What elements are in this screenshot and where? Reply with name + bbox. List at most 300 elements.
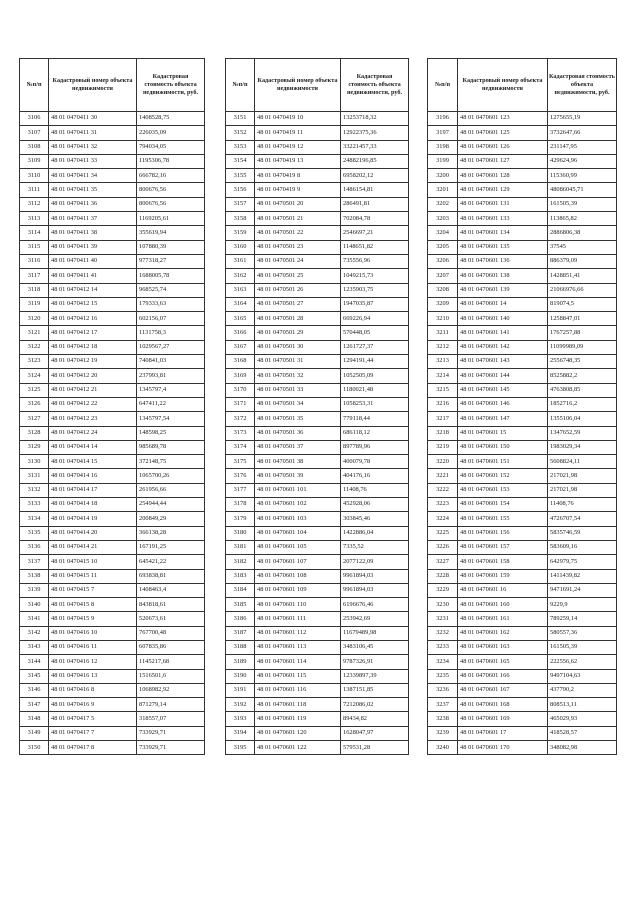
cadastral-number-cell: 48 01 0470601 159 (458, 569, 548, 583)
table-header-row (428, 59, 617, 112)
cadastral-value-cell: 13253718,32 (341, 112, 409, 126)
table-row (428, 469, 617, 483)
header-num: №п/п (226, 59, 255, 112)
cadastral-value-cell: 968525,74 (137, 283, 205, 297)
table-row (20, 254, 205, 268)
cadastral-value-cell: 789259,14 (548, 612, 617, 626)
cadastral-number-cell: 48 01 0470501 33 (255, 383, 341, 397)
row-number-cell: 3115 (20, 240, 49, 254)
row-number-cell: 3107 (20, 126, 49, 140)
row-number-cell: 3180 (226, 526, 255, 540)
row-number-cell: 3111 (20, 183, 49, 197)
cadastral-number-cell: 48 01 0470501 26 (255, 283, 341, 297)
table-row (226, 526, 409, 540)
cadastral-value-cell: 303845,46 (341, 512, 409, 526)
cadastral-number-cell: 48 01 0470601 143 (458, 355, 548, 369)
cadastral-value-cell: 735556,96 (341, 254, 409, 268)
cadastral-value-cell: 886379,09 (548, 254, 617, 268)
header-cadastral-number: Кадастровый номер объекта недвижимости (49, 59, 137, 112)
cadastral-number-cell: 48 01 0470415 11 (49, 569, 137, 583)
cadastral-value-cell: 779118,44 (341, 412, 409, 426)
cadastral-number-cell: 48 01 0470601 169 (458, 712, 548, 726)
cadastral-number-cell: 48 01 0470412 14 (49, 283, 137, 297)
table-row (20, 412, 205, 426)
cadastral-number-cell: 48 01 0470601 139 (458, 283, 548, 297)
cadastral-number-cell: 48 01 0470601 105 (255, 540, 341, 554)
cadastral-number-cell: 48 01 0470501 25 (255, 269, 341, 283)
row-number-cell: 3230 (428, 598, 458, 612)
cadastral-value-cell: 4763808,85 (548, 383, 617, 397)
table-row (428, 154, 617, 168)
row-number-cell: 3126 (20, 397, 49, 411)
cadastral-number-cell: 48 01 0470411 31 (49, 126, 137, 140)
row-number-cell: 3192 (226, 698, 255, 712)
cadastral-value-cell: 1294191,44 (341, 355, 409, 369)
row-number-cell: 3189 (226, 655, 255, 669)
cadastral-number-cell: 48 01 0470601 153 (458, 483, 548, 497)
table-row (226, 512, 409, 526)
table-row (20, 483, 205, 497)
row-number-cell: 3168 (226, 355, 255, 369)
cadastral-value-cell: 9229,9 (548, 598, 617, 612)
table-row (428, 583, 617, 597)
table-row (226, 698, 409, 712)
cadastral-value-cell: 1428851,41 (548, 269, 617, 283)
cadastral-number-cell: 48 01 0470417 7 (49, 726, 137, 740)
row-number-cell: 3163 (226, 283, 255, 297)
cadastral-value-cell: 6196676,46 (341, 598, 409, 612)
table-row (428, 340, 617, 354)
table-row (20, 355, 205, 369)
table-row (226, 212, 409, 226)
cadastral-number-cell: 48 01 0470416 11 (49, 640, 137, 654)
cadastral-value-cell: 1169205,61 (137, 212, 205, 226)
cadastral-number-cell: 48 01 0470501 32 (255, 369, 341, 383)
cadastral-value-cell: 372148,75 (137, 455, 205, 469)
cadastral-number-cell: 48 01 0470501 20 (255, 197, 341, 211)
row-number-cell: 3160 (226, 240, 255, 254)
row-number-cell: 3232 (428, 626, 458, 640)
table-row (428, 455, 617, 469)
cadastral-number-cell: 48 01 0470416 10 (49, 626, 137, 640)
cadastral-number-cell: 48 01 0470601 16 (458, 583, 548, 597)
cadastral-value-cell: 9961894,03 (341, 583, 409, 597)
cadastral-value-cell: 254944,44 (137, 498, 205, 512)
cadastral-value-cell: 7212086,02 (341, 698, 409, 712)
table-row (428, 426, 617, 440)
row-number-cell: 3176 (226, 469, 255, 483)
cadastral-value-cell: 9787326,91 (341, 655, 409, 669)
row-number-cell: 3207 (428, 269, 458, 283)
cadastral-value-cell: 8525882,2 (548, 369, 617, 383)
row-number-cell: 3191 (226, 683, 255, 697)
cadastral-number-cell: 48 01 0470412 24 (49, 426, 137, 440)
cadastral-value-cell: 89434,82 (341, 712, 409, 726)
cadastral-value-cell: 1408463,4 (137, 583, 205, 597)
row-number-cell: 3141 (20, 612, 49, 626)
row-number-cell: 3195 (226, 741, 255, 755)
row-number-cell: 3110 (20, 169, 49, 183)
row-number-cell: 3139 (20, 583, 49, 597)
cadastral-value-cell: 33221457,33 (341, 140, 409, 154)
table-row (20, 741, 205, 755)
cadastral-number-cell: 48 01 0470411 38 (49, 226, 137, 240)
cadastral-value-cell: 113865,82 (548, 212, 617, 226)
row-number-cell: 3124 (20, 369, 49, 383)
cadastral-value-cell: 843818,61 (137, 598, 205, 612)
cadastral-number-cell: 48 01 0470601 170 (458, 741, 548, 755)
cadastral-number-cell: 48 01 0470419 9 (255, 183, 341, 197)
cadastral-number-cell: 48 01 0470419 13 (255, 154, 341, 168)
table-row (20, 440, 205, 454)
cadastral-value-cell: 24882196,85 (341, 154, 409, 168)
cadastral-number-cell: 48 01 0470601 129 (458, 183, 548, 197)
cadastral-table-1 (19, 58, 205, 755)
cadastral-number-cell: 48 01 0470601 156 (458, 526, 548, 540)
row-number-cell: 3131 (20, 469, 49, 483)
row-number-cell: 3194 (226, 726, 255, 740)
row-number-cell: 3133 (20, 498, 49, 512)
cadastral-number-cell: 48 01 0470501 39 (255, 469, 341, 483)
row-number-cell: 3155 (226, 169, 255, 183)
table-row (20, 598, 205, 612)
row-number-cell: 3117 (20, 269, 49, 283)
cadastral-number-cell: 48 01 0470414 19 (49, 512, 137, 526)
cadastral-number-cell: 48 01 0470411 34 (49, 169, 137, 183)
cadastral-number-cell: 48 01 0470601 160 (458, 598, 548, 612)
cadastral-number-cell: 48 01 0470601 118 (255, 698, 341, 712)
table-row (20, 154, 205, 168)
row-number-cell: 3138 (20, 569, 49, 583)
cadastral-number-cell: 48 01 0470416 8 (49, 683, 137, 697)
header-num: №п/п (428, 59, 458, 112)
row-number-cell: 3236 (428, 683, 458, 697)
cadastral-value-cell: 1983029,34 (548, 440, 617, 454)
table-row (428, 483, 617, 497)
cadastral-number-cell: 48 01 0470601 166 (458, 669, 548, 683)
cadastral-value-cell: 366138,28 (137, 526, 205, 540)
cadastral-value-cell: 253942,69 (341, 612, 409, 626)
table-row (20, 326, 205, 340)
cadastral-number-cell: 48 01 0470601 103 (255, 512, 341, 526)
table-row (428, 355, 617, 369)
table-row (428, 726, 617, 740)
table-row (20, 626, 205, 640)
row-number-cell: 3225 (428, 526, 458, 540)
row-number-cell: 3234 (428, 655, 458, 669)
cadastral-value-cell: 5835746,59 (548, 526, 617, 540)
cadastral-number-cell: 48 01 0470601 14 (458, 297, 548, 311)
row-number-cell: 3217 (428, 412, 458, 426)
cadastral-value-cell: 161505,39 (548, 197, 617, 211)
row-number-cell: 3159 (226, 226, 255, 240)
cadastral-value-cell: 179333,63 (137, 297, 205, 311)
row-number-cell: 3237 (428, 698, 458, 712)
row-number-cell: 3179 (226, 512, 255, 526)
table-row (226, 154, 409, 168)
table-row (428, 312, 617, 326)
cadastral-value-cell: 115360,99 (548, 169, 617, 183)
cadastral-value-cell: 1345797,54 (137, 412, 205, 426)
row-number-cell: 3175 (226, 455, 255, 469)
cadastral-number-cell: 48 01 0470417 8 (49, 741, 137, 755)
cadastral-value-cell: 1688005,78 (137, 269, 205, 283)
row-number-cell: 3213 (428, 355, 458, 369)
row-number-cell: 3113 (20, 212, 49, 226)
row-number-cell: 3220 (428, 455, 458, 469)
row-number-cell: 3145 (20, 669, 49, 683)
cadastral-value-cell: 977318,27 (137, 254, 205, 268)
table-row (226, 498, 409, 512)
table-row (428, 383, 617, 397)
table-row (428, 326, 617, 340)
table-row (20, 140, 205, 154)
cadastral-number-cell: 48 01 0470501 31 (255, 355, 341, 369)
table-row (20, 126, 205, 140)
row-number-cell: 3204 (428, 226, 458, 240)
cadastral-number-cell: 48 01 0470412 18 (49, 340, 137, 354)
table-row (428, 269, 617, 283)
table-row (226, 440, 409, 454)
table-row (20, 312, 205, 326)
row-number-cell: 3171 (226, 397, 255, 411)
cadastral-value-cell: 602156,07 (137, 312, 205, 326)
row-number-cell: 3146 (20, 683, 49, 697)
table-row (226, 397, 409, 411)
cadastral-value-cell: 1145217,68 (137, 655, 205, 669)
row-number-cell: 3121 (20, 326, 49, 340)
table-row (226, 612, 409, 626)
cadastral-number-cell: 48 01 0470601 107 (255, 555, 341, 569)
table-row (226, 140, 409, 154)
table-row (20, 512, 205, 526)
cadastral-number-cell: 48 01 0470601 138 (458, 269, 548, 283)
table-row (428, 683, 617, 697)
cadastral-value-cell: 286491,81 (341, 197, 409, 211)
cadastral-number-cell: 48 01 0470601 157 (458, 540, 548, 554)
cadastral-value-cell: 148598,25 (137, 426, 205, 440)
row-number-cell: 3127 (20, 412, 49, 426)
row-number-cell: 3143 (20, 640, 49, 654)
cadastral-value-cell: 642979,75 (548, 555, 617, 569)
table-row (226, 683, 409, 697)
table-row (226, 326, 409, 340)
table-row (226, 655, 409, 669)
cadastral-value-cell: 3483106,45 (341, 640, 409, 654)
table-row (226, 640, 409, 654)
cadastral-value-cell: 2556748,35 (548, 355, 617, 369)
cadastral-number-cell: 48 01 0470601 15 (458, 426, 548, 440)
cadastral-number-cell: 48 01 0470411 33 (49, 154, 137, 168)
cadastral-value-cell: 800676,56 (137, 197, 205, 211)
cadastral-value-cell: 11408,76 (548, 498, 617, 512)
table-row (226, 126, 409, 140)
cadastral-number-cell: 48 01 0470601 128 (458, 169, 548, 183)
row-number-cell: 3197 (428, 126, 458, 140)
table-header-row (20, 59, 205, 112)
cadastral-number-cell: 48 01 0470411 39 (49, 240, 137, 254)
row-number-cell: 3201 (428, 183, 458, 197)
table-row (226, 183, 409, 197)
table-row (20, 226, 205, 240)
cadastral-value-cell: 1195306,78 (137, 154, 205, 168)
cadastral-value-cell: 11408,76 (341, 483, 409, 497)
cadastral-number-cell: 48 01 0470416 12 (49, 655, 137, 669)
cadastral-number-cell: 48 01 0470601 131 (458, 197, 548, 211)
row-number-cell: 3169 (226, 369, 255, 383)
cadastral-number-cell: 48 01 0470501 37 (255, 440, 341, 454)
table-row (428, 212, 617, 226)
cadastral-number-cell: 48 01 0470601 127 (458, 154, 548, 168)
table-row (20, 640, 205, 654)
table-row (428, 397, 617, 411)
table-row (428, 569, 617, 583)
row-number-cell: 3154 (226, 154, 255, 168)
cadastral-number-cell: 48 01 0470412 23 (49, 412, 137, 426)
table-row (20, 297, 205, 311)
cadastral-value-cell: 217021,98 (548, 483, 617, 497)
row-number-cell: 3156 (226, 183, 255, 197)
row-number-cell: 3239 (428, 726, 458, 740)
cadastral-number-cell: 48 01 0470601 163 (458, 640, 548, 654)
row-number-cell: 3193 (226, 712, 255, 726)
table-row (428, 112, 617, 126)
table-row (20, 540, 205, 554)
table-row (428, 183, 617, 197)
table-row (428, 240, 617, 254)
table-row (226, 583, 409, 597)
table-row (428, 369, 617, 383)
cadastral-number-cell: 48 01 0470412 21 (49, 383, 137, 397)
cadastral-number-cell: 48 01 0470501 38 (255, 455, 341, 469)
table-row (20, 112, 205, 126)
table-header-row (226, 59, 409, 112)
table-row (428, 640, 617, 654)
cadastral-value-cell: 794034,05 (137, 140, 205, 154)
cadastral-value-cell: 808513,11 (548, 698, 617, 712)
table-row (20, 455, 205, 469)
row-number-cell: 3120 (20, 312, 49, 326)
cadastral-value-cell: 666782,16 (137, 169, 205, 183)
row-number-cell: 3173 (226, 426, 255, 440)
cadastral-number-cell: 48 01 0470411 30 (49, 112, 137, 126)
cadastral-number-cell: 48 01 0470601 126 (458, 140, 548, 154)
cadastral-value-cell: 161505,39 (548, 640, 617, 654)
row-number-cell: 3167 (226, 340, 255, 354)
table-row (226, 741, 409, 755)
cadastral-value-cell: 693838,81 (137, 569, 205, 583)
row-number-cell: 3164 (226, 297, 255, 311)
row-number-cell: 3157 (226, 197, 255, 211)
cadastral-value-cell: 12339897,39 (341, 669, 409, 683)
cadastral-value-cell: 1355106,04 (548, 412, 617, 426)
row-number-cell: 3240 (428, 741, 458, 755)
cadastral-value-cell: 1628047,97 (341, 726, 409, 740)
row-number-cell: 3235 (428, 669, 458, 683)
row-number-cell: 3116 (20, 254, 49, 268)
row-number-cell: 3150 (20, 741, 49, 755)
table-row (428, 140, 617, 154)
table-row (20, 212, 205, 226)
row-number-cell: 3142 (20, 626, 49, 640)
table-row (226, 112, 409, 126)
cadastral-value-cell: 404176,16 (341, 469, 409, 483)
cadastral-value-cell: 1058253,31 (341, 397, 409, 411)
cadastral-number-cell: 48 01 0470412 15 (49, 297, 137, 311)
cadastral-number-cell: 48 01 0470601 111 (255, 612, 341, 626)
cadastral-number-cell: 48 01 0470414 17 (49, 483, 137, 497)
table-row (20, 669, 205, 683)
cadastral-number-cell: 48 01 0470501 22 (255, 226, 341, 240)
cadastral-number-cell: 48 01 0470601 108 (255, 569, 341, 583)
row-number-cell: 3231 (428, 612, 458, 626)
row-number-cell: 3170 (226, 383, 255, 397)
table-row (226, 483, 409, 497)
row-number-cell: 3209 (428, 297, 458, 311)
table-row (428, 741, 617, 755)
cadastral-number-cell: 48 01 0470601 155 (458, 512, 548, 526)
row-number-cell: 3166 (226, 326, 255, 340)
cadastral-number-cell: 48 01 0470601 114 (255, 655, 341, 669)
cadastral-number-cell: 48 01 0470414 16 (49, 469, 137, 483)
cadastral-number-cell: 48 01 0470601 144 (458, 369, 548, 383)
cadastral-value-cell: 686118,12 (341, 426, 409, 440)
table-row (226, 197, 409, 211)
row-number-cell: 3229 (428, 583, 458, 597)
row-number-cell: 3226 (428, 540, 458, 554)
row-number-cell: 3203 (428, 212, 458, 226)
cadastral-number-cell: 48 01 0470414 20 (49, 526, 137, 540)
cadastral-number-cell: 48 01 0470411 36 (49, 197, 137, 211)
cadastral-value-cell: 669226,94 (341, 312, 409, 326)
cadastral-number-cell: 48 01 0470501 23 (255, 240, 341, 254)
cadastral-number-cell: 48 01 0470601 122 (255, 741, 341, 755)
cadastral-number-cell: 48 01 0470411 35 (49, 183, 137, 197)
cadastral-value-cell: 355619,94 (137, 226, 205, 240)
row-number-cell: 3144 (20, 655, 49, 669)
row-number-cell: 3190 (226, 669, 255, 683)
cadastral-value-cell: 1261727,37 (341, 340, 409, 354)
row-number-cell: 3223 (428, 498, 458, 512)
table-row (20, 583, 205, 597)
table-row (428, 498, 617, 512)
cadastral-number-cell: 48 01 0470414 15 (49, 455, 137, 469)
row-number-cell: 3202 (428, 197, 458, 211)
row-number-cell: 3188 (226, 640, 255, 654)
cadastral-number-cell: 48 01 0470415 8 (49, 598, 137, 612)
table-row (226, 355, 409, 369)
row-number-cell: 3205 (428, 240, 458, 254)
table-row (20, 340, 205, 354)
cadastral-number-cell: 48 01 0470501 36 (255, 426, 341, 440)
cadastral-number-cell: 48 01 0470601 115 (255, 669, 341, 683)
cadastral-value-cell: 767700,48 (137, 626, 205, 640)
cadastral-number-cell: 48 01 0470601 151 (458, 455, 548, 469)
table-row (226, 226, 409, 240)
row-number-cell: 3214 (428, 369, 458, 383)
cadastral-value-cell: 645421,22 (137, 555, 205, 569)
table-row (226, 469, 409, 483)
cadastral-number-cell: 48 01 0470501 34 (255, 397, 341, 411)
cadastral-number-cell: 48 01 0470601 101 (255, 483, 341, 497)
cadastral-value-cell: 222556,62 (548, 655, 617, 669)
cadastral-number-cell: 48 01 0470601 113 (255, 640, 341, 654)
table-row (20, 683, 205, 697)
cadastral-value-cell: 261956,66 (137, 483, 205, 497)
header-num: №п/п (20, 59, 49, 112)
cadastral-number-cell: 48 01 0470601 112 (255, 626, 341, 640)
header-cadastral-value: Кадастровая стоимость объекта недвижимости, руб. (548, 59, 617, 112)
